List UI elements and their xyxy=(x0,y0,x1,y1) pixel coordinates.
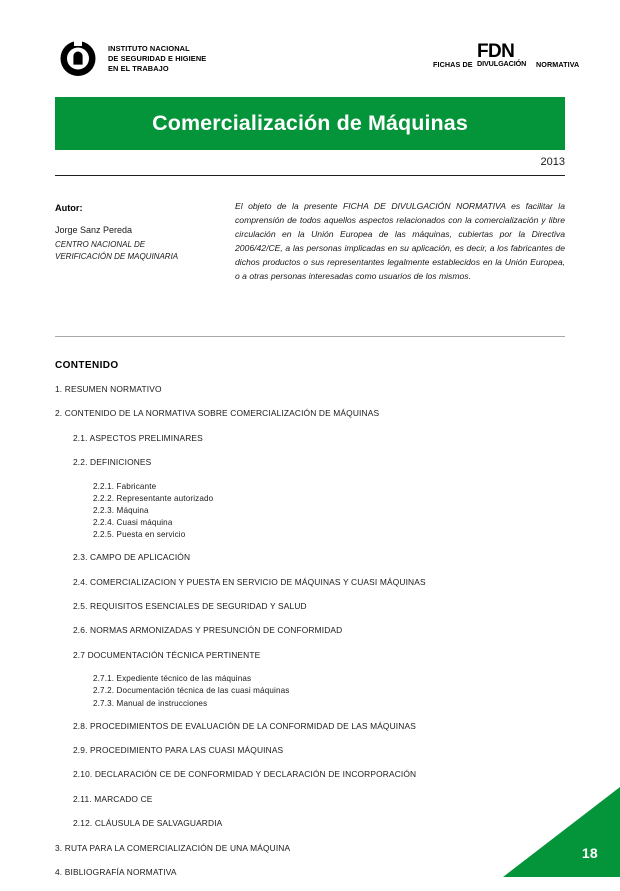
toc-item[interactable]: 2.7 DOCUMENTACIÓN TÉCNICA PERTINENTE xyxy=(73,649,261,660)
toc-item[interactable]: 2.4. COMERCIALIZACION Y PUESTA EN SERVICIO DE MÁQUINAS Y CUASI MÁQUINAS xyxy=(73,576,426,587)
corner-triangle xyxy=(503,787,620,877)
contents-divider xyxy=(55,336,565,337)
toc-item[interactable]: 2.10. DECLARACIÓN CE DE CONFORMIDAD Y DECLARACIÓN DE INCORPORACIÓN xyxy=(73,769,417,780)
toc-item[interactable]: 3. RUTA PARA LA COMERCIALIZACIÓN DE UNA MÁQUINA xyxy=(55,842,291,853)
insht-line-3: EN EL TRABAJO xyxy=(108,63,169,73)
author-organization-line-2: VERIFICACIÓN DE MAQUINARIA xyxy=(55,251,179,261)
toc-item[interactable]: 2.6. NORMAS ARMONIZADAS Y PRESUNCIÓN DE CONFORMIDAD xyxy=(73,625,343,636)
title-banner xyxy=(55,97,565,150)
toc-item[interactable]: 2.7.3. Manual de instrucciones xyxy=(93,698,208,708)
toc-item[interactable]: 2.9. PROCEDIMIENTO PARA LAS CUASI MÁQUINAS xyxy=(73,745,284,756)
author-organization-line-1: CENTRO NACIONAL DE xyxy=(55,240,146,249)
insht-logo xyxy=(55,38,206,80)
table-of-contents xyxy=(55,384,565,891)
toc-item[interactable]: 4. BIBLIOGRAFÍA NORMATIVA xyxy=(55,866,177,877)
author-name: Jorge Sanz Pereda xyxy=(55,225,133,235)
insht-line-2: DE SEGURIDAD E HIGIENE xyxy=(108,54,207,64)
page-header xyxy=(0,0,620,92)
toc-item[interactable]: 2.5. REQUISITOS ESENCIALES DE SEGURIDAD Y SALUD xyxy=(73,601,307,612)
toc-item[interactable]: 2.2.3. Máquina xyxy=(93,505,149,515)
author-block xyxy=(55,203,220,262)
publication-year: 2013 xyxy=(540,156,565,168)
fdn-right-text: NORMATIVA xyxy=(536,60,580,69)
toc-item[interactable]: 2.8. PROCEDIMIENTOS DE EVALUACIÓN DE LA CONFORMIDAD DE LAS MÁQUINAS xyxy=(73,720,416,731)
insht-logo-text xyxy=(108,44,206,73)
page-number: 18 xyxy=(581,845,598,861)
fdn-logo xyxy=(433,41,580,74)
header-divider xyxy=(55,175,565,176)
toc-item[interactable]: 2.2.1. Fabricante xyxy=(93,481,157,491)
toc-item[interactable]: 1. RESUMEN NORMATIVO xyxy=(55,384,162,394)
toc-item[interactable]: 2.2.2. Representante autorizado xyxy=(93,493,214,503)
intro-paragraph: El objeto de la presente FICHA DE DIVULGACIÓN NORMATIVA es facilitar la comprensión de todos aquellos aspectos relacionados con la comercialización y libre circulación en la Unión Europea de las máquinas, cubiertas por la Directiva 2006/42/CE, a las personas implicadas en su aplicación, es decir, a los fabricantes de dichos productos o sus representantes legalmente establecidos en la Unión Europea, o a otras personas interesadas como usuarios de los mismos. xyxy=(235,201,565,281)
toc-item[interactable]: 2.11. MARCADO CE xyxy=(73,793,153,804)
toc-item[interactable]: 2.7.2. Documentación técnica de las cuasi máquinas xyxy=(93,686,290,696)
toc-item[interactable]: 2.7.1. Expediente técnico de las máquinas xyxy=(93,674,252,684)
page-title: Comercialización de Máquinas xyxy=(152,111,468,135)
fdn-left-text: FICHAS DE xyxy=(433,60,473,69)
page-corner xyxy=(503,787,620,877)
insht-line-1: INSTITUTO NACIONAL xyxy=(108,44,190,54)
author-organization xyxy=(55,239,220,262)
toc-item[interactable]: 2.12. CLÁUSULA DE SALVAGUARDIA xyxy=(73,818,223,829)
toc-item[interactable]: 2.3. CAMPO DE APLICACIÓN xyxy=(73,552,191,563)
toc-item[interactable]: 2.2.5. Puesta en servicio xyxy=(93,530,186,540)
toc-item[interactable]: 2.2.4. Cuasi máquina xyxy=(93,518,173,528)
fdn-center-text: DIVULGACIÓN xyxy=(477,59,527,68)
contents-heading: CONTENIDO xyxy=(55,360,119,371)
toc-item[interactable]: 2. CONTENIDO DE LA NORMATIVA SOBRE COMERCIALIZACIÓN DE MÁQUINAS xyxy=(55,408,380,419)
author-label: Autor: xyxy=(55,203,83,213)
insht-ring-logo-icon xyxy=(55,38,101,80)
toc-item[interactable]: 2.2. DEFINICIONES xyxy=(73,457,152,468)
toc-item[interactable]: 2.1. ASPECTOS PRELIMINARES xyxy=(73,432,203,443)
fdn-acronym: FDN xyxy=(477,41,515,62)
